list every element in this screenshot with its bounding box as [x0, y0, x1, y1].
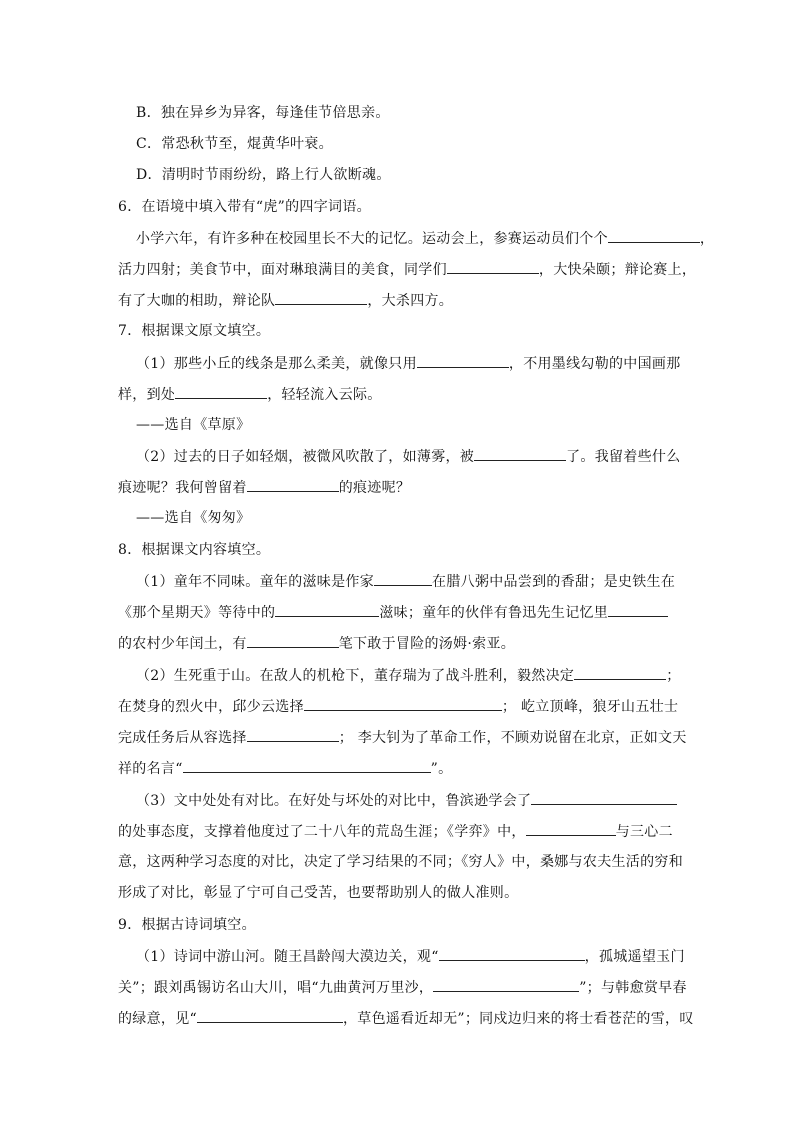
question-9-title: 9．根据古诗词填空。	[118, 917, 256, 933]
question-7-line: 痕迹呢？我何曾留着 的痕迹呢？	[118, 480, 411, 496]
question-8-line: （3）文中处处有对比。在好处与坏处的对比中，鲁滨逊学会了	[136, 791, 677, 810]
question-9-line: 关”；跟刘禹锡访名山大川，唱“九曲黄河万里沙， ”；与韩愈赏早春	[118, 980, 687, 996]
question-6-line: 活力四射；美食节中，面对琳琅满目的美食，同学们 ，大快朵颐；辩论赛上，	[118, 262, 697, 278]
answer-blank[interactable]	[439, 947, 585, 961]
question-8-title: 8．根据课文内容填空。	[118, 542, 271, 558]
answer-blank[interactable]	[275, 291, 367, 305]
source-caption: ——选自《草原》	[136, 417, 251, 433]
question-6-line: 有了大咖的相助，辩论队 ，大杀四方。	[118, 293, 454, 309]
answer-blank[interactable]	[474, 447, 566, 461]
answer-blank[interactable]	[526, 822, 616, 836]
question-8-line: 的农村少年闰土，有 笔下敢于冒险的汤姆·索亚。	[118, 636, 516, 652]
answer-blank[interactable]	[275, 603, 379, 617]
answer-blank[interactable]	[247, 728, 339, 742]
answer-blank[interactable]	[574, 666, 666, 680]
answer-blank[interactable]	[447, 260, 539, 274]
question-7-title: 7．根据课文原文填空。	[118, 323, 271, 339]
answer-blank[interactable]	[247, 634, 339, 648]
question-7-line: （2）过去的日子如轻烟，被微风吹散了，如薄雾，被 了。我留着些什么	[136, 449, 681, 465]
answer-blank[interactable]	[197, 1009, 343, 1023]
answer-blank[interactable]	[304, 697, 502, 711]
answer-blank[interactable]	[175, 385, 267, 399]
question-8-line: 《那个星期天》等待中的 滋味；童年的伙伴有鲁迅先生记忆里	[118, 603, 668, 622]
option-d: D．清明时节雨纷纷，路上行人欲断魂。	[136, 167, 391, 183]
question-8-line: （2）生死重于山。在敌人的机枪下，董存瑞为了战斗胜利，毅然决定 ；	[136, 668, 681, 684]
question-8-line: 的处事态度，支撑着他度过了二十八年的荒岛生涯；《学弈》中， 与三心二	[118, 824, 673, 840]
question-8-line: 在焚身的烈火中，邱少云选择 ； 屹立顶峰，狼牙山五壮士	[118, 699, 679, 715]
question-7-line: （1）那些小丘的线条是那么柔美，就像只用 ，不用墨线勾勒的中国画那	[136, 356, 681, 372]
answer-blank[interactable]	[608, 229, 700, 243]
answer-blank[interactable]	[247, 478, 339, 492]
option-b: B．独在异乡为异客，每逢佳节倍思亲。	[136, 105, 390, 121]
question-9-line: （1）诗词中游山河。随王昌龄闯大漠边关，观“ ，孤城遥望玉门	[136, 949, 685, 965]
question-9-line: 的绿意，见“ ，草色遥看近却无”；同戍边归来的将士看苍茫的雪，叹	[118, 1011, 694, 1027]
source-caption: ——选自《匆匆》	[136, 510, 251, 526]
option-c: C．常恐秋节至，焜黄华叶衰。	[136, 136, 333, 152]
answer-blank[interactable]	[374, 572, 432, 586]
question-6-title: 6．在语境中填入带有“虎”的四字词语。	[118, 199, 371, 215]
question-8-line: 完成任务后从容选择 ； 李大钊为了革命工作，不顾劝说留在北京，正如文天	[118, 730, 687, 746]
answer-blank[interactable]	[608, 603, 668, 617]
question-8-line: 意，这两种学习态度的对比，决定了学习结果的不同；《穷人》中，桑娜与农夫生活的穷和	[118, 854, 683, 870]
question-7-line: 样，到处 ，轻轻流入云际。	[118, 387, 382, 403]
question-8-line: （1）童年不同味。童年的滋味是作家 在腊八粥中品尝到的香甜；是史铁生在	[136, 574, 676, 590]
question-6-line: 小学六年，有许多种在校园里长不大的记忆。运动会上，参赛运动员们个个 ，	[136, 231, 715, 247]
answer-blank[interactable]	[531, 791, 677, 805]
answer-blank[interactable]	[417, 354, 509, 368]
answer-blank[interactable]	[183, 759, 431, 773]
question-8-line: 祥的名言“ ”。	[118, 761, 453, 777]
answer-blank[interactable]	[433, 978, 579, 992]
question-8-line: 形成了对比，彰显了宁可自己受苦，也要帮助别人的做人准则。	[118, 885, 519, 901]
